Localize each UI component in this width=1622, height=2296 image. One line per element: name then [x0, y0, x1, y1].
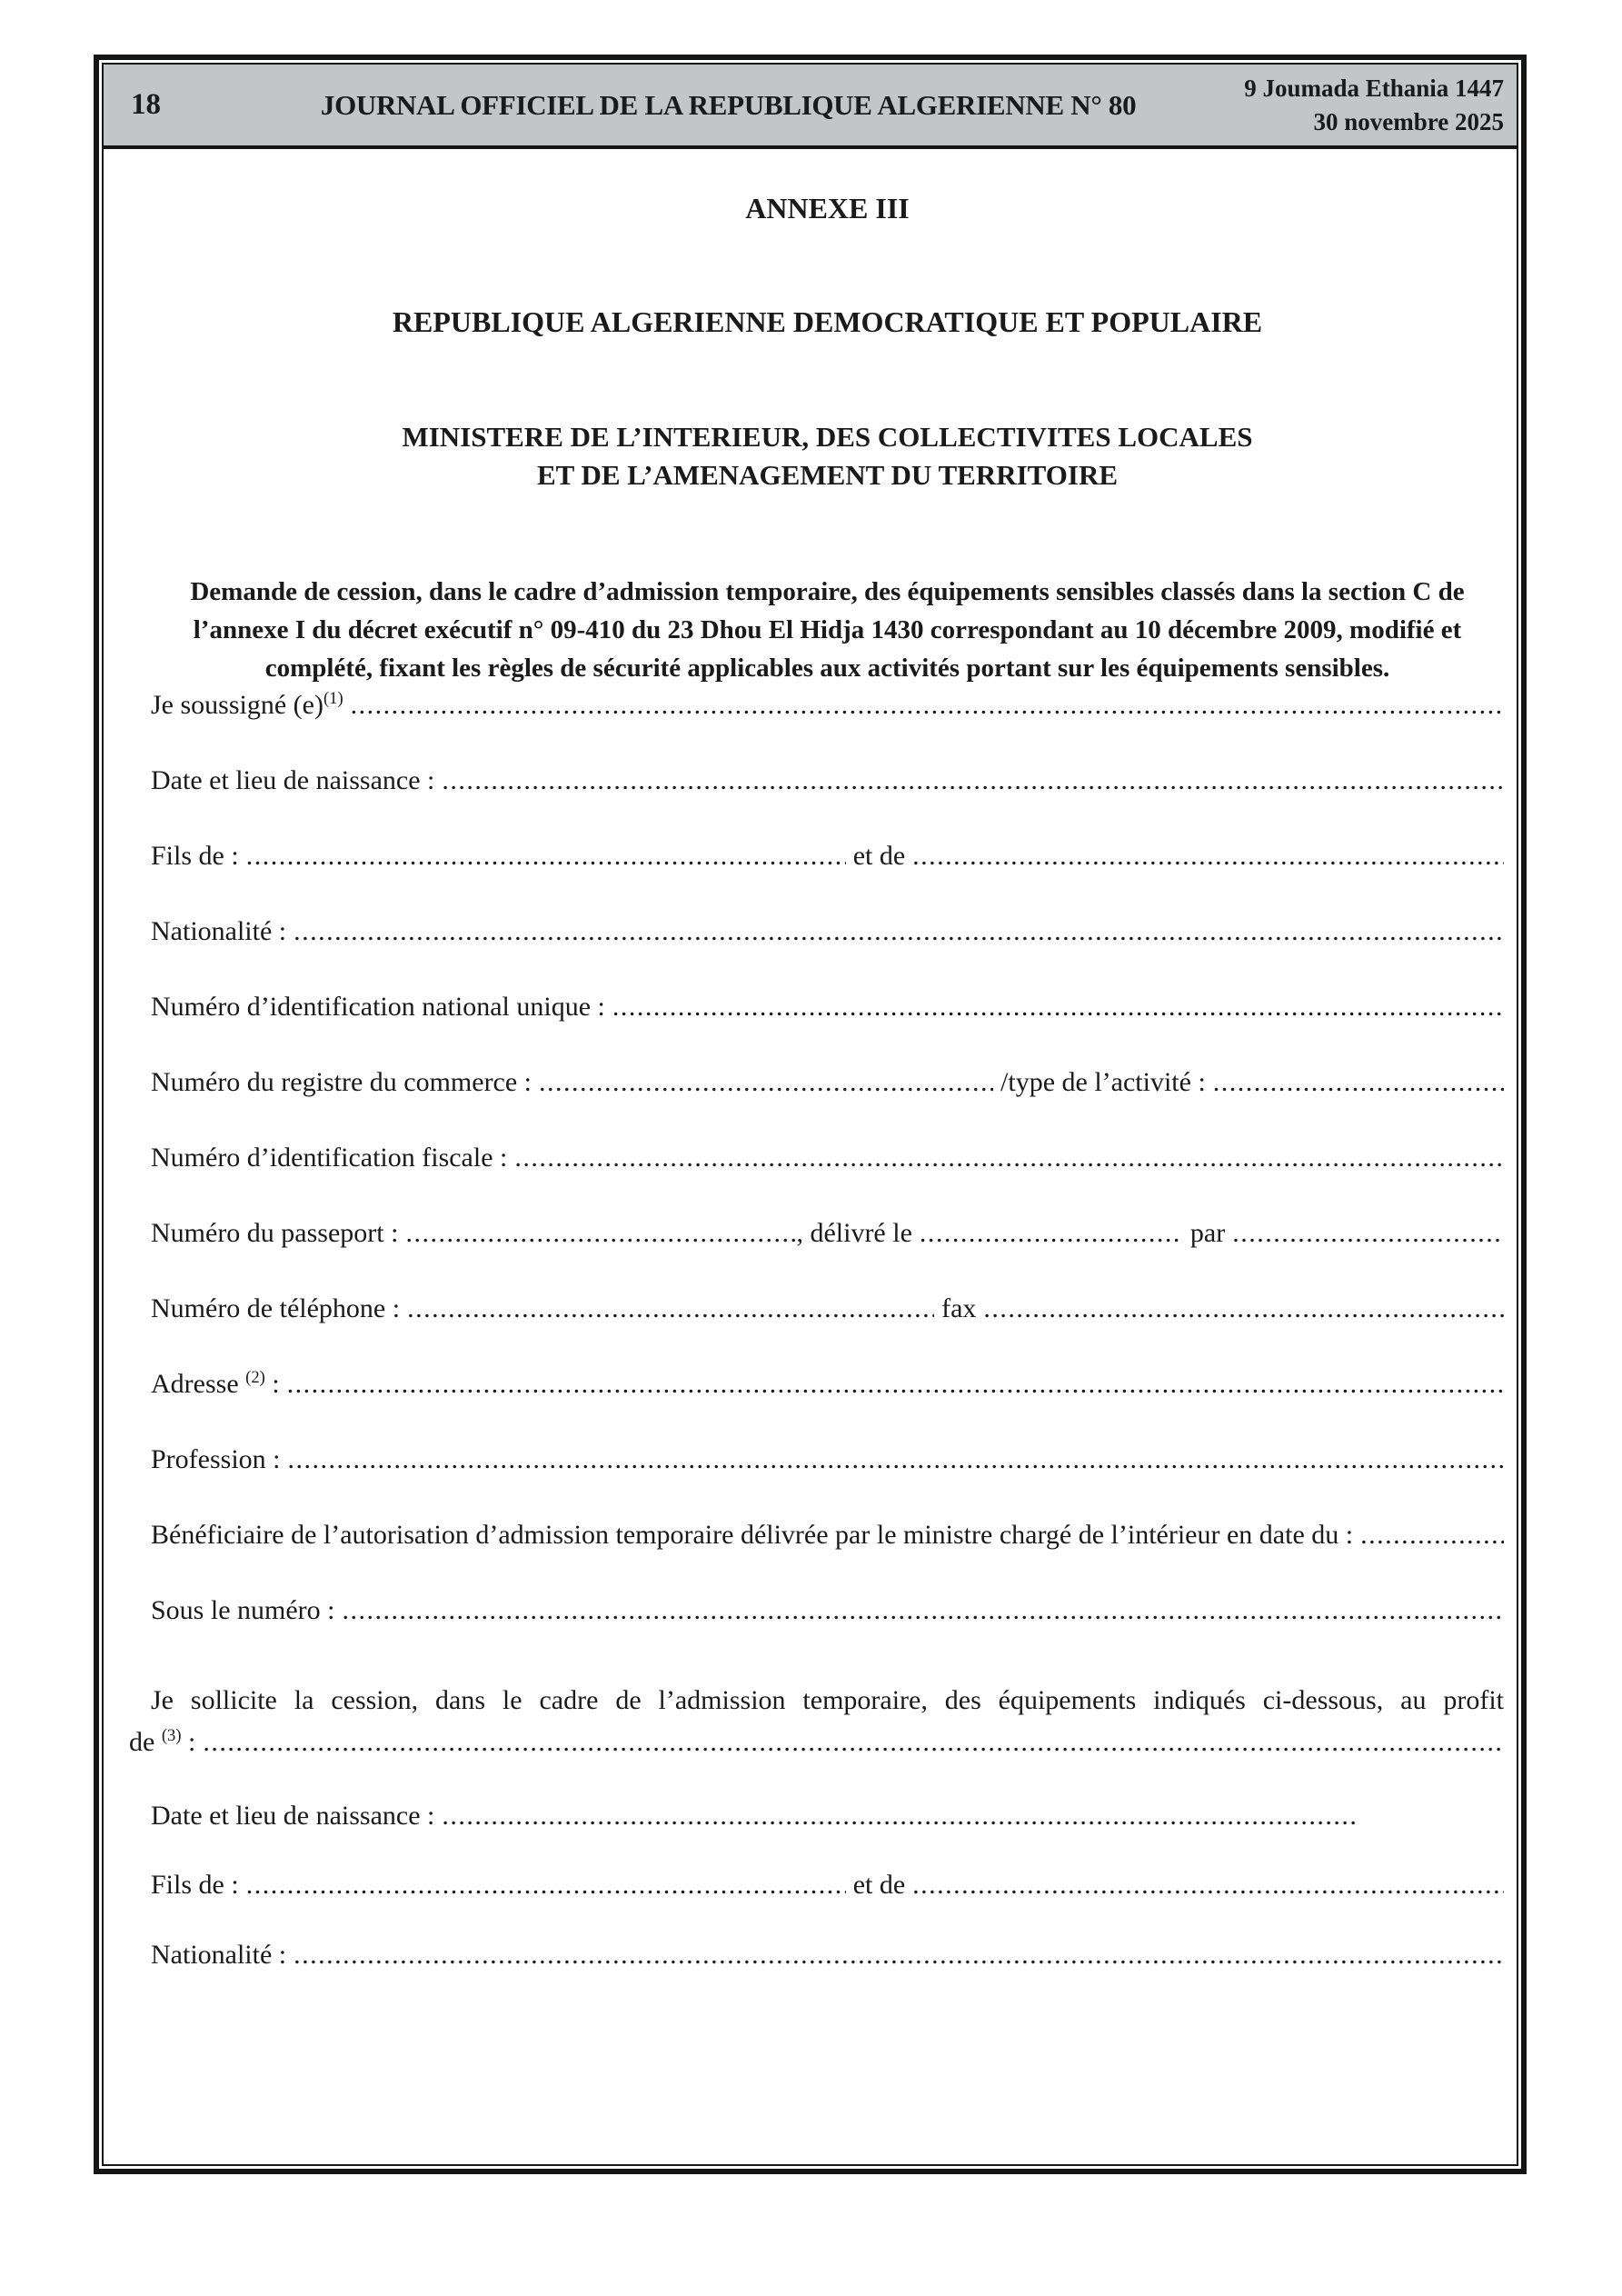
par-label: par	[1189, 1218, 1226, 1248]
form-row-fils-1	[151, 838, 1504, 874]
nationalite-label: Nationalité :	[151, 1940, 287, 1970]
fils-de-label: Fils de :	[151, 1870, 239, 1900]
sollicite-paragraph	[129, 1680, 1504, 1763]
sous-numero-label: Sous le numéro :	[151, 1595, 335, 1625]
form-row-telephone	[151, 1291, 1504, 1327]
date-hijri: 9 Joumada Ethania 1447	[1244, 74, 1504, 102]
et-de-label: et de	[852, 1870, 906, 1900]
dotted-blank	[514, 1140, 1504, 1176]
fax-label: fax	[941, 1293, 977, 1323]
nin-label: Numéro d’identification national unique :	[151, 992, 605, 1022]
footnote-ref-1: (1)	[323, 689, 343, 708]
form-row-naissance-2	[151, 1798, 1504, 1834]
dotted-blank	[294, 913, 1504, 950]
type-activite-label: /type de l’activité :	[1000, 1067, 1206, 1097]
dotted-blank	[539, 1064, 993, 1101]
form-row-fils-2	[151, 1867, 1504, 1903]
passeport-label: Numéro du passeport :	[151, 1218, 399, 1248]
dotted-blank	[246, 1867, 846, 1903]
intro-line-2: l’annexe I du décret exécutif n° 09-410 du 23 Dhou El Hidja 1430 correspondant au 10 décembre 2009, modifié et	[193, 615, 1462, 644]
form-row-naissance-1	[151, 763, 1504, 799]
form-row-beneficiaire	[151, 1517, 1504, 1553]
page-content	[104, 190, 1517, 1973]
form-row-adresse	[151, 1366, 1504, 1403]
journal-dates	[1244, 72, 1504, 139]
dotted-blank	[920, 1215, 1183, 1252]
page-frame-inner	[102, 63, 1518, 2166]
delivre-le-label: , délivré le	[796, 1218, 912, 1248]
dotted-blank	[1213, 1064, 1504, 1101]
dotted-blank	[612, 989, 1504, 1025]
page-frame	[94, 55, 1527, 2174]
beneficiaire-label: Bénéficiaire de l’autorisation d’admission temporaire délivrée par le ministre chargé de l’intérieur en date du :	[151, 1520, 1354, 1550]
form-row-je-soussigne	[151, 687, 1504, 724]
registre-commerce-label: Numéro du registre du commerce :	[151, 1067, 532, 1097]
dotted-blank	[1360, 1517, 1504, 1553]
masthead-band	[104, 65, 1517, 149]
journal-title: JOURNAL OFFICIEL DE LA REPUBLIQUE ALGERIENNE N° 80	[320, 88, 1137, 121]
naissance-label: Date et lieu de naissance :	[151, 765, 435, 795]
intro-line-1: Demande de cession, dans le cadre d’admission temporaire, des équipements sensibles classés dans la section C de	[190, 577, 1465, 606]
page-number: 18	[131, 88, 161, 121]
dotted-blank	[246, 838, 846, 874]
form-row-sollicite-de	[129, 1722, 1504, 1763]
title-annexe: ANNEXE III	[745, 192, 910, 225]
dotted-blank	[351, 687, 1504, 724]
dotted-blank	[1232, 1215, 1504, 1252]
dotted-blank	[405, 1215, 796, 1252]
intro-paragraph	[151, 573, 1504, 687]
sollicite-line-1: Je sollicite la cession, dans le cadre de l’admission temporaire, des équipements indiqués ci-dessous, au profit	[151, 1685, 1504, 1715]
telephone-label: Numéro de téléphone :	[151, 1293, 401, 1323]
dotted-blank	[442, 1798, 1358, 1834]
form-row-profession	[151, 1442, 1504, 1478]
dotted-blank	[983, 1291, 1504, 1327]
dotted-blank	[343, 1592, 1505, 1629]
footnote-ref-2: (2)	[245, 1368, 265, 1387]
dotted-blank	[288, 1442, 1505, 1478]
form-row-nif	[151, 1140, 1504, 1176]
title-ministry-line2: ET DE L’AMENAGEMENT DU TERRITOIRE	[536, 459, 1119, 491]
form-row-nationalite-1	[151, 913, 1504, 950]
dotted-blank	[203, 1722, 1504, 1763]
title-republic: REPUBLIQUE ALGERIENNE DEMOCRATIQUE ET POPULAIRE	[392, 305, 1263, 338]
dotted-blank	[407, 1291, 934, 1327]
nif-label: Numéro d’identification fiscale :	[151, 1143, 508, 1173]
form-row-nationalite-2	[151, 1937, 1504, 1973]
et-de-label: et de	[852, 841, 906, 871]
dotted-blank	[287, 1366, 1504, 1403]
form-row-registre-commerce	[151, 1064, 1504, 1101]
intro-line-3: complété, fixant les règles de sécurité applicables aux activités portant sur les équipements sensibles.	[264, 654, 1390, 683]
dotted-blank	[442, 763, 1504, 799]
date-gregorian: 30 novembre 2025	[1313, 107, 1504, 135]
profession-label: Profession :	[151, 1444, 281, 1474]
dotted-blank	[912, 838, 1504, 874]
form-row-nin	[151, 989, 1504, 1025]
sollicite-de-label: de $^{(3)}$ :	[129, 1726, 196, 1757]
dotted-blank	[294, 1937, 1504, 1973]
form-row-sous-numero	[151, 1592, 1504, 1629]
dotted-blank	[912, 1867, 1504, 1903]
footnote-ref-3: (3)	[161, 1726, 182, 1745]
title-ministry	[151, 418, 1504, 494]
fils-de-label: Fils de :	[151, 841, 239, 871]
je-soussigne-label: Je soussigné $(e)^{(1)}$	[151, 689, 343, 720]
naissance-label: Date et lieu de naissance :	[151, 1801, 435, 1831]
nationalite-label: Nationalité :	[151, 916, 287, 946]
adresse-label: Adresse $^{(2)}$ :	[151, 1368, 280, 1399]
form-row-passeport	[151, 1215, 1504, 1252]
title-ministry-line1: MINISTERE DE L’INTERIEUR, DES COLLECTIVITES LOCALES	[402, 421, 1253, 453]
